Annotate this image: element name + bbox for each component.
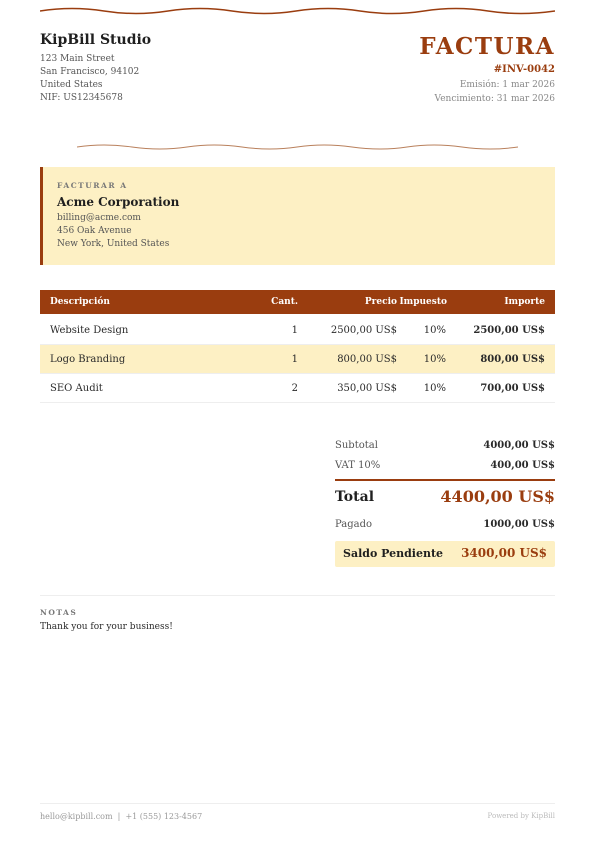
invoice-number: #INV-0042 xyxy=(493,64,555,75)
invoice-title: FACTURA xyxy=(419,33,555,60)
balance-due-value: 3400,00 US$ xyxy=(461,546,547,560)
header-wave-divider xyxy=(77,141,518,153)
item-amount: 2500,00 US$ xyxy=(473,325,545,336)
item-quantity: 1 xyxy=(291,325,298,336)
items-table-header xyxy=(40,290,555,314)
vat-label: VAT 10% xyxy=(335,460,381,471)
company-address-line: United States xyxy=(40,80,103,90)
header-amount: Importe xyxy=(504,297,545,307)
company-tax-id: NIF: US12345678 xyxy=(40,93,123,103)
bill-to-label: FACTURAR A xyxy=(57,181,128,190)
item-description: SEO Audit xyxy=(50,383,103,394)
item-description: Logo Branding xyxy=(50,354,126,365)
paid-value: 1000,00 US$ xyxy=(483,519,555,530)
header-price: Precio xyxy=(364,297,397,307)
balance-due-box xyxy=(335,541,555,567)
balance-due-label: Saldo Pendiente xyxy=(343,547,444,560)
item-description: Website Design xyxy=(50,325,129,336)
total-value: 4400,00 US$ xyxy=(440,487,555,506)
table-row xyxy=(40,374,555,403)
item-price: 2500,00 US$ xyxy=(330,325,397,336)
client-city: New York, United States xyxy=(57,239,170,249)
total-divider xyxy=(335,479,555,481)
header-tax: Impuesto xyxy=(399,297,447,307)
bill-to-section xyxy=(40,167,555,265)
subtotal-value: 4000,00 US$ xyxy=(483,440,555,451)
item-amount: 800,00 US$ xyxy=(480,354,545,365)
issue-date: Emisión: 1 mar 2026 xyxy=(459,80,555,90)
notes-text: Thank you for your business! xyxy=(40,622,173,632)
due-date: Vencimiento: 31 mar 2026 xyxy=(434,94,555,104)
item-tax: 10% xyxy=(423,325,446,336)
item-quantity: 1 xyxy=(291,354,298,365)
company-address xyxy=(40,53,139,105)
notes-label: NOTAS xyxy=(40,608,78,617)
table-row xyxy=(40,345,555,374)
paid-label: Pagado xyxy=(335,519,373,530)
footer-divider xyxy=(40,803,555,804)
header-description: Descripción xyxy=(50,297,110,307)
subtotal-label: Subtotal xyxy=(335,440,378,451)
item-quantity: 2 xyxy=(291,383,298,394)
item-amount: 700,00 US$ xyxy=(480,383,545,394)
footer-contact: hello@kipbill.com | +1 (555) 123-4567 xyxy=(40,812,203,821)
vat-value: 400,00 US$ xyxy=(490,460,555,471)
item-price: 350,00 US$ xyxy=(337,383,397,394)
top-wave-divider xyxy=(40,4,555,18)
item-tax: 10% xyxy=(423,354,446,365)
item-price: 800,00 US$ xyxy=(337,354,397,365)
client-address: 456 Oak Avenue xyxy=(57,226,132,236)
company-address-line: 123 Main Street xyxy=(40,54,115,64)
footer-powered-by: Powered by KipBill xyxy=(487,812,555,820)
total-label: Total xyxy=(335,489,375,505)
company-name: KipBill Studio xyxy=(40,32,152,48)
item-tax: 10% xyxy=(423,383,446,394)
notes-divider xyxy=(40,595,555,596)
table-row xyxy=(40,316,555,345)
client-name: Acme Corporation xyxy=(57,195,180,209)
company-address-line: San Francisco, 94102 xyxy=(40,67,140,77)
header-quantity: Cant. xyxy=(271,297,298,307)
client-email: billing@acme.com xyxy=(57,213,141,223)
